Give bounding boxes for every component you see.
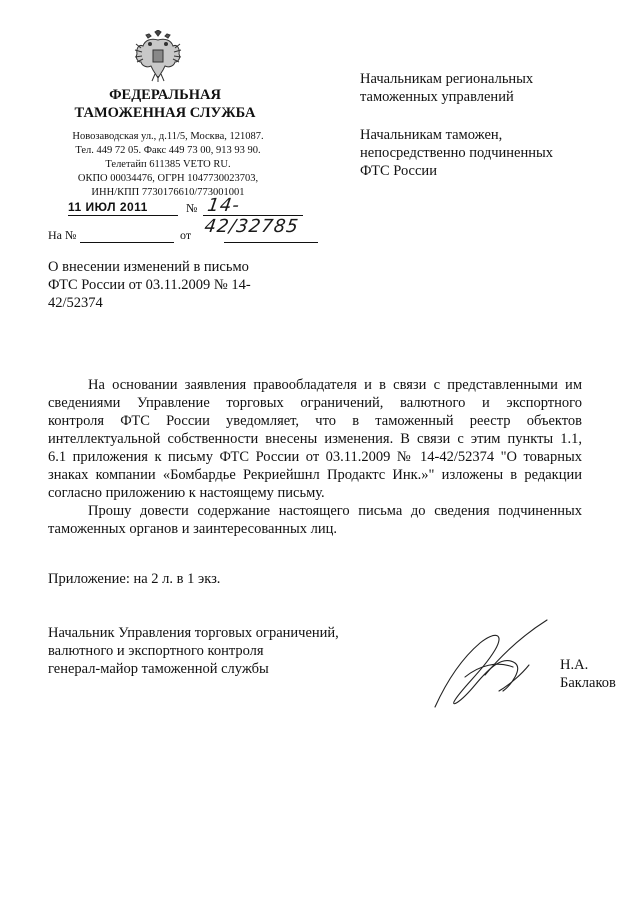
body-line: знаках компании «Бомбардье Рекриейшнл Продактс Инк.»" изложены в редакции	[48, 467, 582, 483]
addressee-line: ФТС России	[360, 163, 437, 179]
phone-line: Тел. 449 72 05. Факс 449 73 00, 913 93 90.	[75, 145, 261, 156]
signatory-title-line: валютного и экспортного контроля	[48, 643, 264, 659]
subject-line: 42/52374	[48, 295, 103, 311]
date-underline	[68, 215, 178, 216]
letter-subject	[48, 258, 278, 312]
date-stamp: 11 ИЮЛ 2011	[68, 200, 148, 214]
body-paragraph-1	[48, 376, 582, 502]
body-line: согласно приложению к настоящему письму.	[48, 485, 325, 501]
reference-date-blank	[224, 242, 318, 243]
handwritten-signature	[425, 615, 575, 715]
reference-number-blank	[80, 242, 174, 243]
subject-line: ФТС России от 03.11.2009 № 14-	[48, 277, 251, 293]
body-line: 6.1 приложения к письму ФТС России от 03.11.2009 № 14-42/52374 "О товарных	[48, 449, 582, 465]
registration-number: 14-42/32785	[203, 195, 301, 237]
number-sign: №	[186, 201, 198, 215]
body-paragraph-2	[48, 502, 582, 538]
addressee-regional	[360, 70, 600, 106]
body-line: таможенных органов и заинтересованных лиц.	[48, 521, 337, 537]
organization-name	[60, 86, 270, 122]
org-name-line: ТАМОЖЕННАЯ СЛУЖБА	[74, 105, 256, 121]
signatory-title-line: Начальник Управления торговых ограничений,	[48, 625, 339, 641]
number-underline	[203, 215, 303, 216]
body-line: сведениями Управление торговых ограничений, валютного и экспортного	[48, 395, 582, 411]
subject-line: О внесении изменений в письмо	[48, 259, 249, 275]
addressee-line: Начальникам таможен,	[360, 127, 503, 143]
teletype-line: Телетайп 611385 VETO RU.	[105, 159, 231, 170]
reference-date-label: от	[180, 228, 192, 242]
reference-number-label: На №	[48, 228, 77, 242]
org-name-line: ФЕДЕРАЛЬНАЯ	[109, 87, 221, 103]
signatory-name: Н.А. Баклаков	[560, 657, 616, 691]
body-line: На основании заявления правообладателя и в связи с представленными им	[88, 377, 582, 393]
body-line: Прошу довести содержание настоящего письма до сведения подчиненных	[88, 503, 582, 519]
signatory-title	[48, 624, 368, 678]
contact-details	[48, 130, 288, 200]
addressee-line: непосредственно подчиненных	[360, 145, 553, 161]
body-line: интеллектуальной собственности внесены изменения. В связи с этим пункты 1.1,	[48, 431, 582, 447]
addressee-customs	[360, 126, 600, 180]
attachment-note: Приложение: на 2 л. в 1 экз.	[48, 571, 221, 587]
addressee-line: таможенных управлений	[360, 89, 514, 105]
reference-row	[48, 228, 288, 248]
addressee-line: Начальникам региональных	[360, 71, 534, 87]
address-line: Новозаводская ул., д.11/5, Москва, 121087.	[72, 131, 264, 142]
body-line: контроля ФТС России уведомляет, что в таможенный реестр объектов	[48, 413, 582, 429]
registration-line: ОКПО 00034476, ОГРН 1047730023703,	[77, 173, 259, 184]
coat-of-arms-icon	[133, 30, 183, 82]
signatory-title-line: генерал-майор таможенной службы	[48, 661, 269, 677]
tax-id-line: ИНН/КПП 7730176610/773001001	[91, 187, 245, 198]
